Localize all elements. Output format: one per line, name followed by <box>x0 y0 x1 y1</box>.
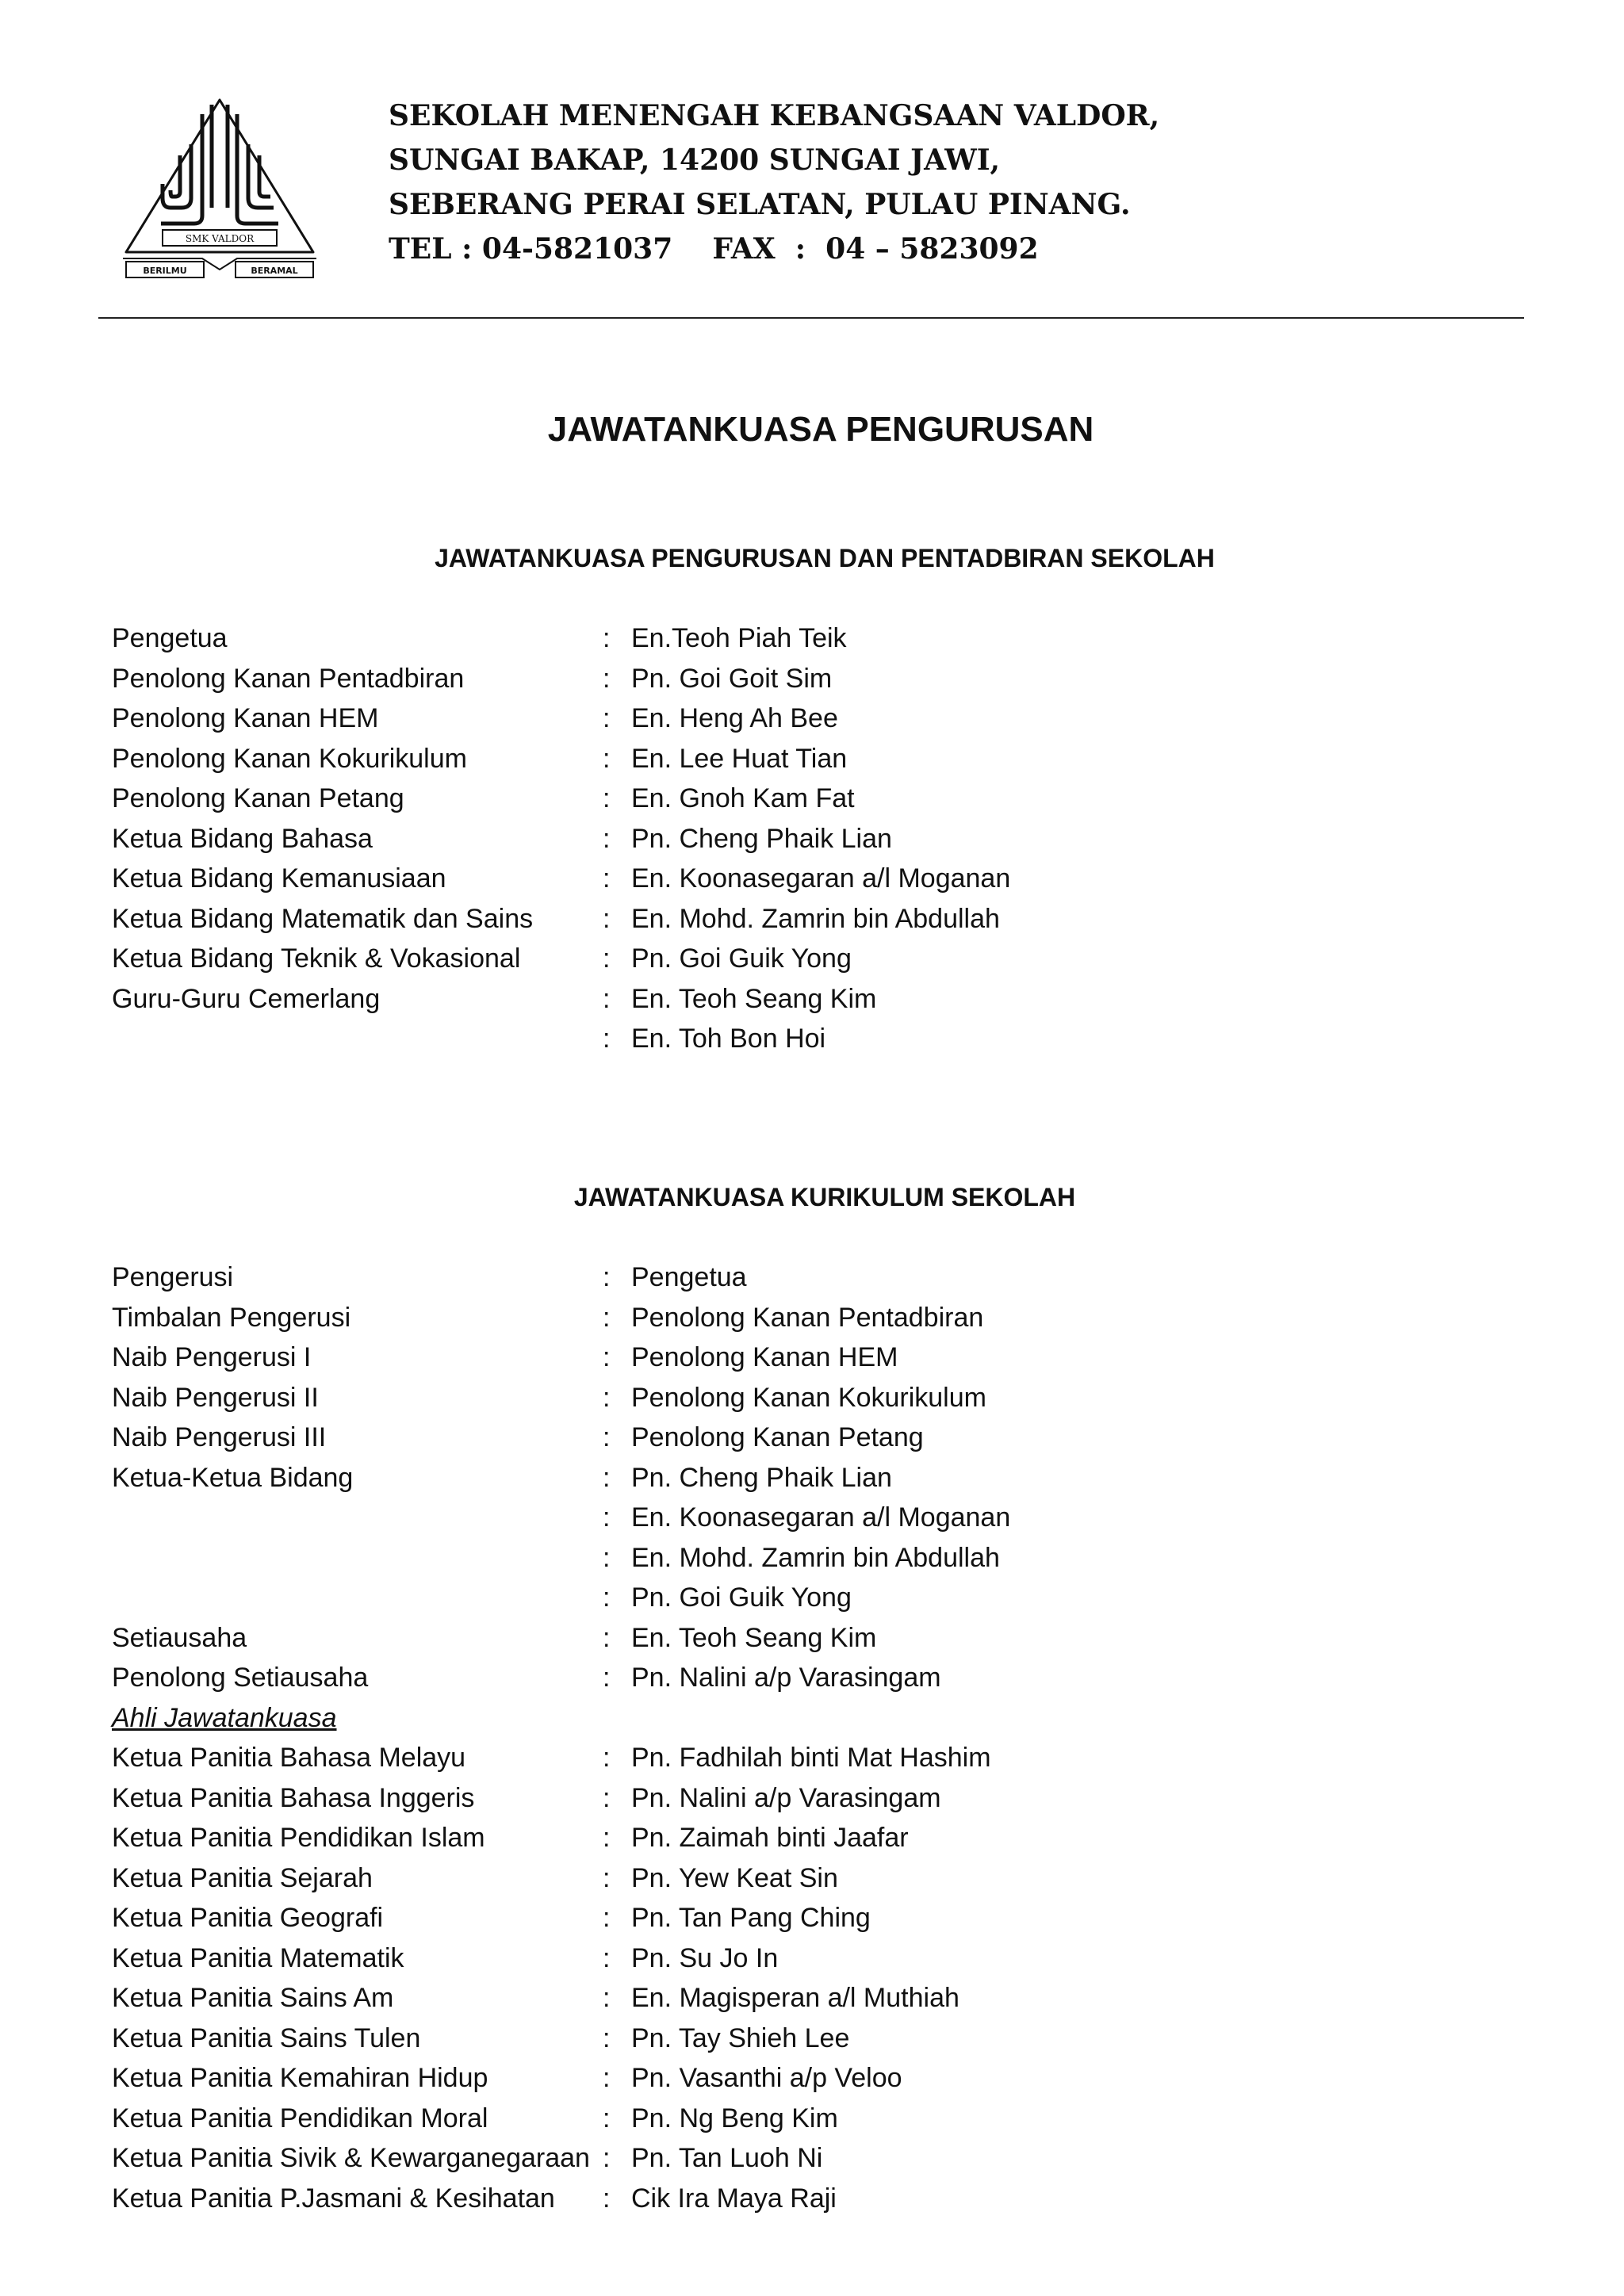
role-label: Setiausaha <box>112 1622 247 1653</box>
committee-row <box>112 2058 1460 2099</box>
committee-row <box>112 979 1460 1020</box>
colon-separator: : <box>603 1024 611 1054</box>
role-label: Naib Pengerusi III <box>112 1422 327 1452</box>
role-label: Penolong Kanan HEM <box>112 703 379 733</box>
role-label: Guru-Guru Cemerlang <box>112 983 381 1014</box>
committee-row <box>112 698 1460 739</box>
colon-separator: : <box>603 863 611 894</box>
colon-separator: : <box>603 823 611 854</box>
colon-separator: : <box>603 1302 611 1333</box>
school-contact-line: TEL : 04-5821037 FAX : 04 – 5823092 <box>389 232 1039 266</box>
committee-row <box>112 899 1460 939</box>
role-label: Penolong Kanan Pentadbiran <box>112 663 465 694</box>
section-rows-pentadbiran <box>112 618 1460 1059</box>
member-name: Pn. Tay Shieh Lee <box>631 2022 850 2053</box>
member-name: En. Heng Ah Bee <box>631 703 838 733</box>
committee-row <box>112 1538 1460 1578</box>
colon-separator: : <box>603 1663 611 1693</box>
colon-separator: : <box>603 1382 611 1413</box>
letterhead <box>0 0 1624 333</box>
member-name: En.Teoh Piah Teik <box>631 623 847 653</box>
subheading-label: Ahli Jawatankuasa <box>112 1702 337 1733</box>
member-name: Penolong Kanan HEM <box>631 1342 898 1372</box>
member-name: En. Koonasegaran a/l Moganan <box>631 863 1011 894</box>
committee-row <box>112 1618 1460 1659</box>
committee-row <box>112 2019 1460 2059</box>
logo-text-right: BERAMAL <box>251 266 298 276</box>
colon-separator: : <box>603 1942 611 1973</box>
committee-row <box>112 659 1460 699</box>
member-name: Pn. Nalini a/p Varasingam <box>631 1782 941 1813</box>
colon-separator: : <box>603 623 611 653</box>
role-label: Naib Pengerusi II <box>112 1382 319 1413</box>
role-label: Ketua Bidang Bahasa <box>112 823 373 854</box>
role-label: Ketua Panitia Pendidikan Moral <box>112 2103 488 2133</box>
committee-row <box>112 779 1460 819</box>
member-name: Penolong Kanan Pentadbiran <box>631 1302 984 1333</box>
member-name: En. Teoh Seang Kim <box>631 983 877 1014</box>
member-name: Pn. Ng Beng Kim <box>631 2103 838 2133</box>
role-label: Ketua Bidang Kemanusiaan <box>112 863 446 894</box>
school-logo <box>115 97 324 281</box>
colon-separator: : <box>603 2063 611 2093</box>
committee-row <box>112 1778 1460 1819</box>
member-name: Pn. Vasanthi a/p Veloo <box>631 2063 902 2093</box>
colon-separator: : <box>603 2022 611 2053</box>
colon-separator: : <box>603 2183 611 2214</box>
colon-separator: : <box>603 1462 611 1493</box>
role-label: Ketua Panitia Bahasa Inggeris <box>112 1782 475 1813</box>
role-label: Ketua Panitia Bahasa Melayu <box>112 1743 466 1773</box>
member-name: En. Lee Huat Tian <box>631 743 848 774</box>
role-label: Ketua Panitia P.Jasmani & Kesihatan <box>112 2183 555 2214</box>
member-name: Penolong Kanan Petang <box>631 1422 924 1452</box>
committee-row <box>112 1257 1460 1298</box>
colon-separator: : <box>603 1782 611 1813</box>
colon-separator: : <box>603 703 611 733</box>
colon-separator: : <box>603 1903 611 1933</box>
colon-separator: : <box>603 1422 611 1452</box>
member-name: Pn. Su Jo In <box>631 1942 779 1973</box>
committee-row <box>112 1578 1460 1618</box>
role-label: Penolong Kanan Kokurikulum <box>112 743 467 774</box>
committee-row <box>112 1978 1460 2019</box>
logo-text-top: SMK VALDOR <box>185 233 255 244</box>
role-label: Pengerusi <box>112 1262 234 1292</box>
school-address-block <box>389 94 1159 271</box>
header-divider <box>98 317 1524 319</box>
role-label: Naib Pengerusi I <box>112 1342 312 1372</box>
committee-row <box>112 939 1460 979</box>
committee-row <box>112 1898 1460 1938</box>
colon-separator: : <box>603 1743 611 1773</box>
committee-row <box>112 1658 1460 1698</box>
committee-row <box>112 1818 1460 1858</box>
section-title-kurikulum: JAWATANKUASA KURIKULUM SEKOLAH <box>573 1183 1076 1211</box>
member-name: En. Toh Bon Hoi <box>631 1024 826 1054</box>
committee-row <box>112 1378 1460 1418</box>
member-name: En. Mohd. Zamrin bin Abdullah <box>631 903 1000 934</box>
committee-row <box>112 1698 1460 1739</box>
role-label: Ketua Bidang Matematik dan Sains <box>112 903 534 934</box>
committee-row <box>112 2179 1460 2219</box>
role-label: Ketua Panitia Kemahiran Hidup <box>112 2063 488 2093</box>
school-name: SEKOLAH MENENGAH KEBANGSAAN VALDOR, <box>389 99 1160 132</box>
colon-separator: : <box>603 1622 611 1653</box>
member-name: Pn. Cheng Phaik Lian <box>631 1462 892 1493</box>
colon-separator: : <box>603 663 611 694</box>
member-name: Pn. Tan Pang Ching <box>631 1903 871 1933</box>
role-label: Ketua Panitia Geografi <box>112 1903 384 1933</box>
section-rows-kurikulum <box>112 1257 1460 2218</box>
member-name: Pn. Goi Guik Yong <box>631 943 852 974</box>
committee-row <box>112 2099 1460 2139</box>
committee-row <box>112 1337 1460 1378</box>
role-label: Ketua Panitia Sains Am <box>112 1983 394 2013</box>
colon-separator: : <box>603 1502 611 1533</box>
colon-separator: : <box>603 983 611 1014</box>
role-label: Pengetua <box>112 623 228 653</box>
member-name: Pn. Goi Guik Yong <box>631 1582 852 1613</box>
member-name: Pn. Fadhilah binti Mat Hashim <box>631 1743 991 1773</box>
member-name: Pn. Tan Luoh Ni <box>631 2143 823 2173</box>
colon-separator: : <box>603 2103 611 2133</box>
colon-separator: : <box>603 1823 611 1853</box>
committee-row <box>112 1498 1460 1538</box>
role-label: Penolong Kanan Petang <box>112 783 404 813</box>
committee-row <box>112 2138 1460 2179</box>
role-label: Ketua Panitia Sains Tulen <box>112 2022 421 2053</box>
member-name: En. Koonasegaran a/l Moganan <box>631 1502 1011 1533</box>
colon-separator: : <box>603 1862 611 1893</box>
member-name: En. Gnoh Kam Fat <box>631 783 855 813</box>
colon-separator: : <box>603 1542 611 1573</box>
page-title: JAWATANKUASA PENGURUSAN <box>547 410 1094 449</box>
committee-row <box>112 1019 1460 1059</box>
member-name: En. Magisperan a/l Muthiah <box>631 1983 959 2013</box>
committee-row <box>112 1298 1460 1338</box>
colon-separator: : <box>603 1582 611 1613</box>
school-address-line-1: SUNGAI BAKAP, 14200 SUNGAI JAWI, <box>389 144 1001 177</box>
role-label: Ketua Panitia Sejarah <box>112 1862 373 1893</box>
role-label: Timbalan Pengerusi <box>112 1302 351 1333</box>
role-label: Penolong Setiausaha <box>112 1663 369 1693</box>
colon-separator: : <box>603 1342 611 1372</box>
member-name: Pn. Goi Goit Sim <box>631 663 833 694</box>
role-label: Ketua Panitia Sivik & Kewarganegaraan <box>112 2143 590 2173</box>
committee-row <box>112 819 1460 859</box>
colon-separator: : <box>603 1983 611 2013</box>
member-name: En. Teoh Seang Kim <box>631 1622 877 1653</box>
section-title-pentadbiran: JAWATANKUASA PENGURUSAN DAN PENTADBIRAN SEKOLAH <box>435 544 1215 572</box>
colon-separator: : <box>603 2143 611 2173</box>
committee-row <box>112 1858 1460 1899</box>
committee-row <box>112 618 1460 659</box>
committee-row <box>112 1938 1460 1979</box>
school-address-line-2: SEBERANG PERAI SELATAN, PULAU PINANG. <box>389 188 1131 221</box>
member-name: Cik Ira Maya Raji <box>631 2183 837 2214</box>
role-label: Ketua Panitia Matematik <box>112 1942 404 1973</box>
logo-text-left: BERILMU <box>143 266 187 276</box>
colon-separator: : <box>603 783 611 813</box>
colon-separator: : <box>603 943 611 974</box>
member-name: Penolong Kanan Kokurikulum <box>631 1382 986 1413</box>
colon-separator: : <box>603 1262 611 1292</box>
committee-row <box>112 1418 1460 1458</box>
member-name: Pn. Cheng Phaik Lian <box>631 823 892 854</box>
role-label: Ketua Panitia Pendidikan Islam <box>112 1823 485 1853</box>
committee-row <box>112 1458 1460 1498</box>
member-name: Pn. Nalini a/p Varasingam <box>631 1663 941 1693</box>
role-label: Ketua-Ketua Bidang <box>112 1462 354 1493</box>
colon-separator: : <box>603 903 611 934</box>
member-name: Pn. Yew Keat Sin <box>631 1862 838 1893</box>
member-name: Pn. Zaimah binti Jaafar <box>631 1823 909 1853</box>
committee-row <box>112 859 1460 899</box>
role-label: Ketua Bidang Teknik & Vokasional <box>112 943 521 974</box>
member-name: Pengetua <box>631 1262 747 1292</box>
member-name: En. Mohd. Zamrin bin Abdullah <box>631 1542 1000 1573</box>
committee-row <box>112 1738 1460 1778</box>
committee-row <box>112 739 1460 779</box>
colon-separator: : <box>603 743 611 774</box>
